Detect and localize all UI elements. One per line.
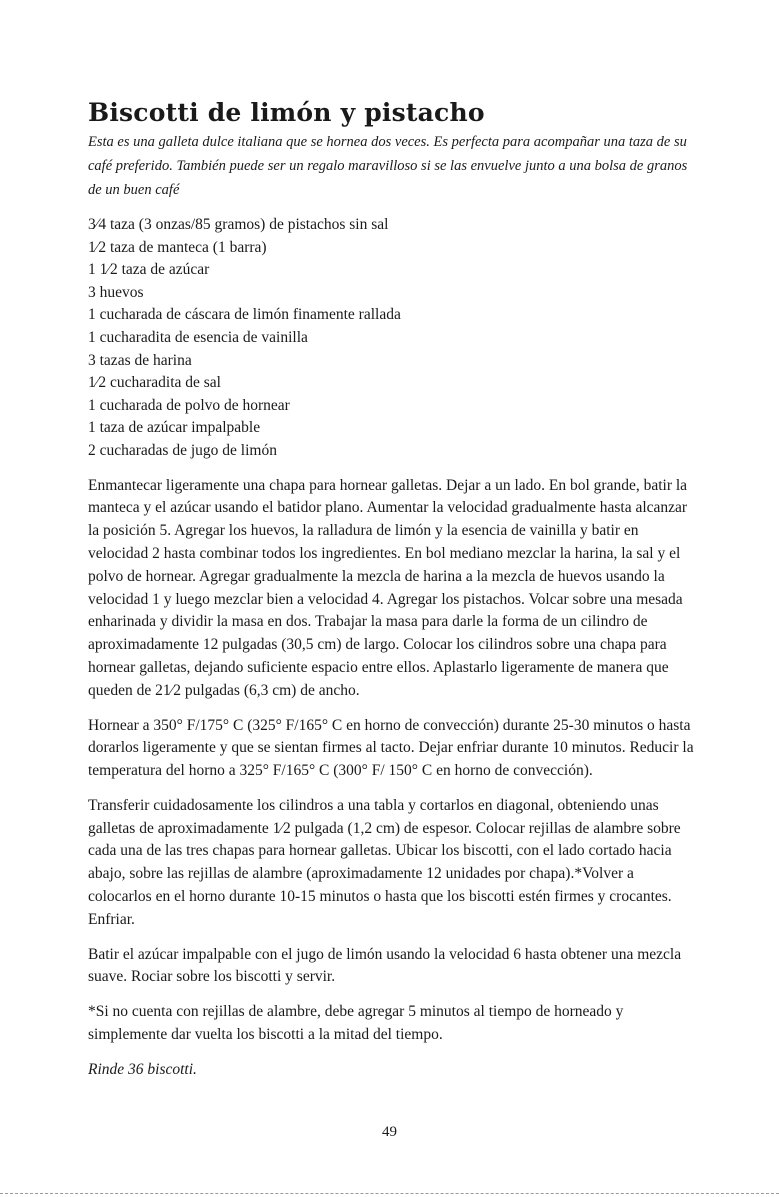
recipe-yield: Rinde 36 biscotti.: [88, 1060, 197, 1078]
ingredient-item: 1 taza de azúcar impalpable: [88, 419, 261, 437]
ingredient-item: 3 huevos: [88, 283, 144, 301]
ingredient-item: 3⁄4 taza (3 onzas/85 gramos) de pistachos sin sal: [88, 216, 389, 233]
ingredient-item: 2 cucharadas de jugo de limón: [88, 441, 277, 459]
recipe-page: [88, 96, 698, 1081]
instruction-paragraph: Transferir cuidadosamente los cilindros a una tabla y cortarlos en diagonal, obteniendo unas galletas de aproximadamente 1⁄2 pulgada (1,2 cm) de espesor. Colocar rejillas de alambre sobre cada una de las tres chapas para hornear galletas. Ubicar los biscotti, con el lado cortado hacia abajo, sobre las rejillas de alambre (aproximadamente 12 unidades por chapa).*Volver a colocarlos en el horno durante 10-15 minutos o hasta que los biscotti estén firmes y crocantes. Enfriar.: [88, 796, 681, 928]
instruction-paragraph: Hornear a 350° F/175° C (325° F/165° C en horno de convección) durante 25-30 minutos o hasta dorarlos ligeramente y que se sientan firmes al tacto. Dejar enfriar durante 10 minutos. Reducir la temperatura del horno a 325° F/165° C (300° F/ 150° C en horno de convección).: [88, 716, 694, 780]
instruction-paragraph: Batir el azúcar impalpable con el jugo de limón usando la velocidad 6 hasta obtener una mezcla suave. Rociar sobre los biscotti y servir.: [88, 945, 682, 986]
page-number: 49: [382, 1124, 397, 1140]
recipe-title: Biscotti de limón y pistacho: [88, 98, 485, 127]
ingredient-item: 1⁄2 taza de manteca (1 barra): [88, 238, 267, 256]
instruction-paragraph: Enmantecar ligeramente una chapa para hornear galletas. Dejar a un lado. En bol grande, batir la manteca y el azúcar usando el batidor plano. Aumentar la velocidad gradualmente hasta alcanzar la posición 5. Agregar los huevos, la ralladura de limón y la esencia de vainilla y batir en velocidad 2 hasta combinar todos los ingredientes. En bol mediano mezclar la harina, la sal y el polvo de hornear. Agregar gradualmente la mezcla de harina a la mezcla de huevos usando la velocidad 1 y luego mezclar bien a velocidad 4. Agregar los pistachos. Volcar sobre una mesada enharinada y dividir la masa en dos. Trabajar la masa para darle la forma de un cilindro de aproximadamente 12 pulgadas (30,5 cm) de largo. Colocar los cilindros sobre una chapa para hornear galletas, dejando suficiente espacio entre ellos. Aplastarlo ligeramente de manera que queden de 21⁄2 pulgadas (6,3 cm) de ancho.: [88, 476, 688, 699]
ingredient-item: 1 cucharada de cáscara de limón finamente rallada: [88, 306, 401, 324]
ingredient-item: 1 cucharada de polvo de hornear: [88, 396, 290, 414]
ingredient-list: [88, 214, 698, 463]
ingredient-item: 1 1⁄2 taza de azúcar: [88, 261, 210, 279]
ingredient-item: 1⁄2 cucharadita de sal: [88, 374, 221, 392]
recipe-intro: Esta es una galleta dulce italiana que se hornea dos veces. Es perfecta para acompañar una taza de su café preferido. También puede ser un regalo maravilloso si se las envuelve junto a una bolsa de granos de un buen café: [88, 134, 688, 198]
ingredient-item: 3 tazas de harina: [88, 351, 192, 369]
ingredient-item: 1 cucharadita de esencia de vainilla: [88, 328, 308, 346]
footnote-paragraph: *Si no cuenta con rejillas de alambre, debe agregar 5 minutos al tiempo de horneado y simplemente dar vuelta los biscotti a la mitad del tiempo.: [88, 1003, 624, 1044]
page-edge-divider: [0, 1193, 779, 1194]
